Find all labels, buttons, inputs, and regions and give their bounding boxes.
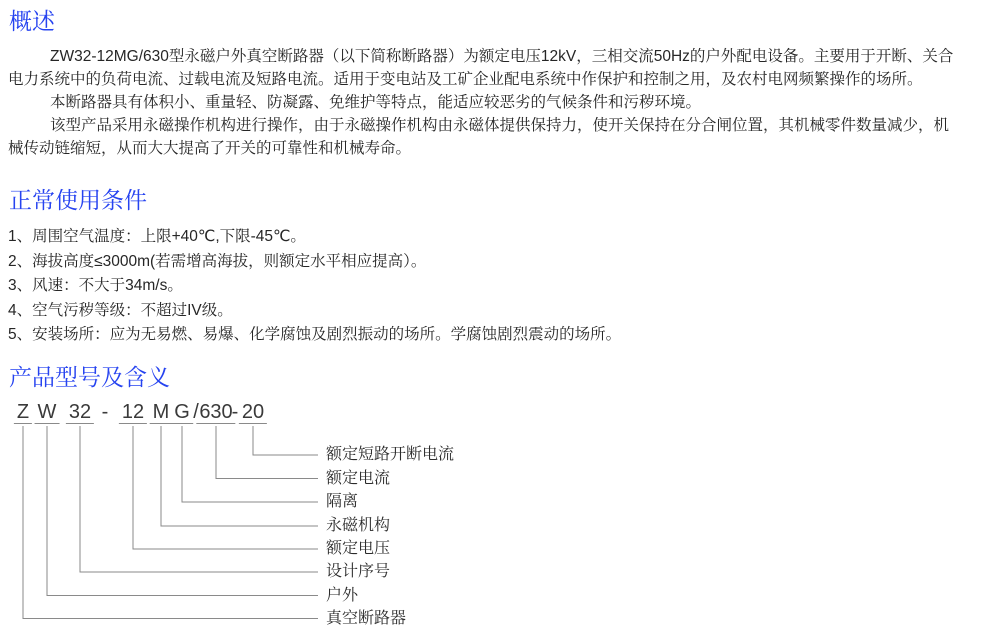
model-code-part-w: W	[35, 401, 60, 424]
model-code-part-g: G	[171, 401, 193, 424]
diagram-label-vacuum-breaker: 真空断路器	[326, 610, 407, 627]
model-code-diagram	[0, 400, 1000, 642]
diagram-label-rated-voltage: 额定电压	[326, 540, 391, 557]
overview-paragraph-3: 该型产品采用永磁操作机构进行操作，由于永磁操作机构由永磁体提供保持力，使开关保持在分合闸位置，其机械零件数量减少，机械传动链缩短，从而大大提高了开关的可靠性和机械寿命。	[8, 117, 950, 157]
model-code-part-630: 630	[196, 401, 235, 424]
model-code-part-20: 20	[239, 401, 267, 424]
conditions-heading: 正常使用条件	[9, 187, 147, 213]
overview-body	[0, 45, 956, 160]
connector-line-20	[253, 426, 318, 455]
overview-paragraph-2: 本断路器具有体积小、重量轻、防凝露、免维护等特点，能适应较恶劣的气候条件和污秽环境。	[50, 94, 702, 111]
overview-heading: 概述	[9, 8, 55, 34]
condition-item-1: 1、周围空气温度：上限+40℃,下限-45℃。	[8, 228, 306, 245]
diagram-label-rated-breaking-current: 额定短路开断电流	[326, 446, 455, 463]
model-code-separator-dash-2: -	[231, 401, 239, 423]
diagram-label-design-serial: 设计序号	[326, 563, 391, 580]
model-code-part-32: 32	[66, 401, 94, 424]
condition-item-4: 4、空气污秽等级：不超过IV级。	[8, 301, 233, 319]
condition-item-2: 2、海拔高度≤3000m(若需增高海拔，则额定水平相应提高）。	[8, 252, 427, 270]
connector-line-m	[161, 426, 318, 526]
model-code-part-12: 12	[119, 401, 147, 424]
conditions-list	[0, 225, 1000, 348]
model-code-part-m: M	[150, 401, 173, 424]
diagram-connector-lines	[0, 400, 1000, 642]
condition-item-3: 3、风速：不大于34m/s。	[8, 277, 183, 294]
overview-paragraph-1: ZW32-12MG/630型永磁户外真空断路器（以下简称断路器）为额定电压12kV，三相交流50Hz的户外配电设备。主要用于开断、关合电力系统中的负荷电流、过载电流及短路电流。适用于变电站及工矿企业配电系统中作保护和控制之用，及农村电网频繁操作的场所。	[8, 48, 954, 88]
connector-line-630	[216, 426, 318, 479]
condition-item-5: 5、安装场所：应为无易燃、易爆、化学腐蚀及剧烈振动的场所。学腐蚀剧烈震动的场所。	[8, 326, 622, 343]
diagram-label-isolation: 隔离	[326, 493, 359, 510]
model-heading: 产品型号及含义	[9, 363, 170, 390]
diagram-label-rated-current: 额定电流	[326, 470, 391, 487]
model-code-separator-slash: /	[193, 401, 199, 423]
connector-line-g	[182, 426, 318, 502]
model-code-part-z: Z	[14, 401, 32, 424]
model-code-separator-dash-1: -	[101, 401, 109, 423]
diagram-label-magnet-mechanism: 永磁机构	[326, 517, 391, 534]
diagram-label-outdoor: 户外	[326, 587, 359, 604]
connector-line-32	[80, 426, 318, 572]
